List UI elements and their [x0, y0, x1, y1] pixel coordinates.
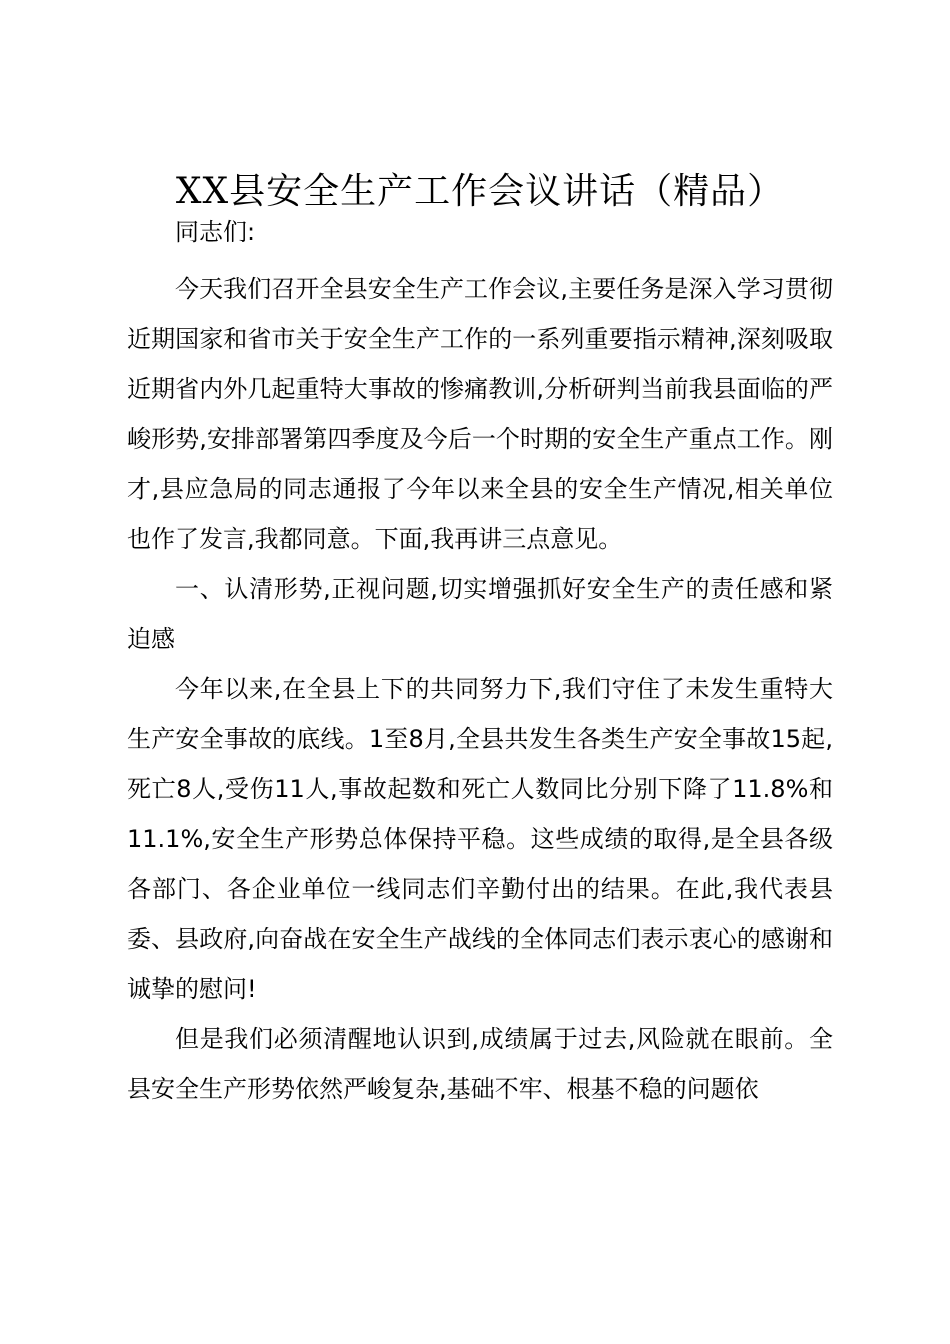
paragraph-opening: 今天我们召开全县安全生产工作会议,主要任务是深入学习贯彻近期国家和省市关于安全生产工作的一系列重要指示精神,深刻吸取近期省内外几起重特大事故的惨痛教训,分析研判当前我县面临的严峻形势,安排部署第四季度及今后一个时期的安全生产重点工作。刚才,县应急局的同志通报了今年以来全县的安全生产情况,相关单位也作了发言,我都同意。下面,我再讲三点意见。	[127, 275, 833, 553]
paragraph-achievements: 今年以来,在全县上下的共同努力下,我们守住了未发生重特大生产安全事故的底线。1至8月,全县共发生各类生产安全事故15起,死亡8人,受伤11人,事故起数和死亡人数同比分别下降了11.8%和11.1%,安全生产形势总体保持平稳。这些成绩的取得,是全县各级各部门、各企业单位一线同志们辛勤付出的结果。在此,我代表县委、县政府,向奋战在安全生产战线的全体同志们表示衷心的感谢和诚挚的慰问!	[127, 675, 833, 1003]
salutation: 同志们:	[175, 218, 256, 246]
paragraph-risks: 但是我们必须清醒地认识到,成绩属于过去,风险就在眼前。全县安全生产形势依然严峻复杂,基础不牢、根基不稳的问题依	[127, 1025, 833, 1103]
document-body	[127, 170, 833, 1114]
document-title: XX县安全生产工作会议讲话（精品）	[175, 171, 785, 212]
section-heading-1: 一、认清形势,正视问题,切实增强抓好安全生产的责任感和紧迫感	[127, 575, 833, 653]
